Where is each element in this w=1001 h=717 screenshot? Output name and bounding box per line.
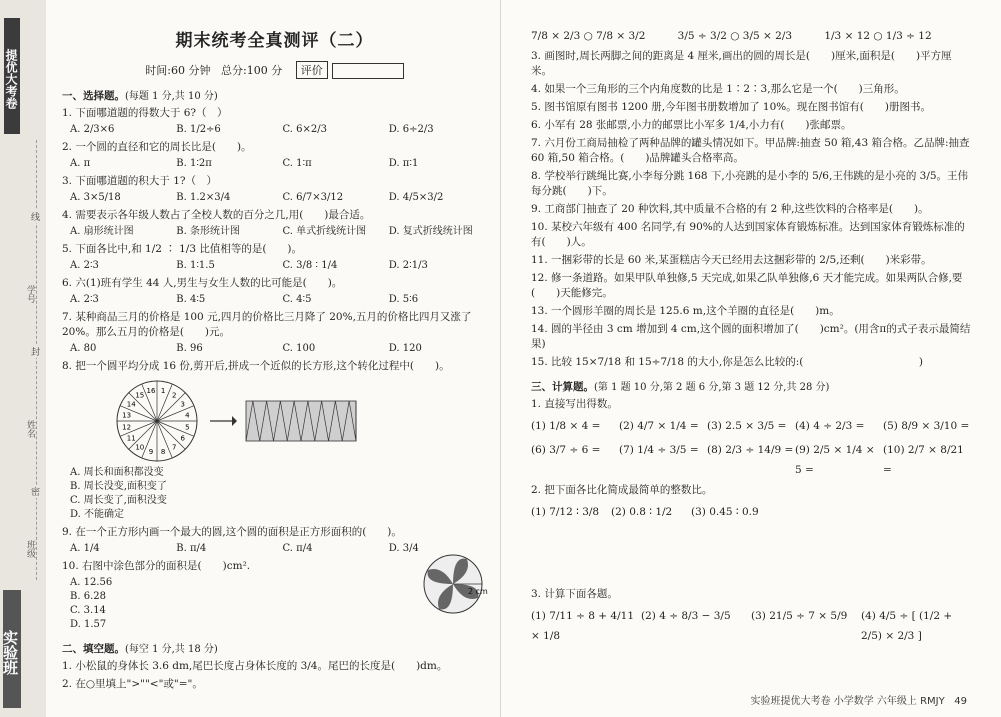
question-4: 4. 需要表示各年级人数占了全校人数的百分之几,用( )最合适。 (62, 209, 371, 221)
option[interactable]: B. 周长没变,面积变了 (70, 481, 167, 492)
compare-item[interactable]: 1/3 × 12 ○ 1/3 ÷ 12 (824, 30, 932, 42)
option[interactable]: A. 2∶3 (70, 260, 99, 271)
option[interactable]: A. 12.56 (70, 577, 113, 588)
sector-label: 15 (135, 391, 145, 400)
calc-item[interactable]: (1) 7/11 ÷ 8 + 4/11 × 1/8 (531, 610, 634, 642)
sector-label: 9 (148, 447, 154, 456)
fill-question-3: 3. 画图时,周长两脚之间的距离是 4 厘米,画出的圆的周长是( )厘米,面积是( )平方厘米。 (531, 50, 952, 77)
question-2-options (62, 157, 487, 171)
fill-question-8: 8. 学校举行跳绳比赛,小李每分跳 168 下,小亮跳的是小李的 5/6,王伟跳的是小亮的 3/5。王伟每分跳( )下。 (531, 170, 969, 197)
option[interactable]: B. 96 (176, 343, 203, 354)
sector-label: 10 (135, 443, 145, 452)
rearranged-rectangle-figure (246, 401, 356, 441)
score-label: 总分:100 分 (221, 64, 283, 77)
option[interactable]: D. 3/4 (388, 543, 419, 554)
fill-question-15: 15. 比较 15×7/18 和 15÷7/18 的大小,你是怎么比较的:( ) (531, 356, 923, 368)
calc-item[interactable]: (10) 2/7 × 8/21 = (883, 444, 964, 476)
question-7-options (62, 342, 487, 356)
question-4-options (62, 225, 487, 239)
calc-2-answer-space[interactable] (531, 522, 971, 584)
calc-item[interactable]: (8) 2/3 ÷ 14/9 = (707, 444, 794, 456)
sector-label: 12 (122, 423, 132, 432)
option[interactable]: C. 3/8 ∶ 1/4 (282, 260, 338, 271)
exam-title: 期末统考全真测评（二） (175, 31, 374, 51)
option[interactable]: D. 不能确定 (70, 509, 125, 520)
sector-label: 7 (171, 443, 177, 452)
question-5-options (62, 259, 487, 273)
fill-question-2: 2. 在○里填上">""<"或"="。 (62, 678, 203, 690)
fill-question-10: 10. 某校六年级有 400 名同学,有 90%的人达到国家体育锻炼标准。达到国家体育锻炼标准的有( )人。 (531, 221, 965, 248)
calc-item[interactable]: (4) 4/5 ÷ [ (1/2 + 2/5) × 2/3 ] (861, 610, 953, 642)
time-label: 时间:60 分钟 (145, 64, 211, 77)
option[interactable]: B. π/4 (176, 543, 207, 554)
calc-item[interactable]: (3) 0.45 ∶ 0.9 (691, 506, 759, 518)
calc-item[interactable]: (1) 1/8 × 4 = (531, 420, 601, 432)
option[interactable]: C. 4∶5 (282, 294, 312, 305)
question-9: 9. 在一个正方形内画一个最大的圆,这个圆的面积是正方形面积的( )。 (62, 526, 402, 538)
binding-mark-seal: 封 (31, 345, 40, 358)
option[interactable]: C. 单式折线统计图 (282, 226, 367, 237)
question-10-options (62, 576, 362, 632)
calc-1-row-1 (531, 416, 971, 436)
question-8-figure (114, 378, 487, 464)
left-page (0, 0, 500, 717)
calc-3-row (531, 606, 971, 646)
calc-item[interactable]: (2) 4 ÷ 8/3 − 3/5 (641, 610, 731, 622)
question-10: 10. 右图中涂色部分的面积是( )cm². (62, 560, 251, 572)
question-6-options (62, 293, 487, 307)
option[interactable]: B. 条形统计图 (176, 226, 240, 237)
fill-question-9: 9. 工商部门抽查了 20 种饮料,其中质量不合格的有 2 种,这些饮料的合格率是( )。 (531, 203, 929, 215)
student-id-field: 学号 (25, 285, 35, 303)
calc-2-row (531, 502, 771, 522)
fill-question-11: 11. 一捆彩带的长是 60 米,某蛋糕店今天已经用去这捆彩带的 2/5,还剩( )米彩带。 (531, 254, 932, 266)
option[interactable]: C. 100 (282, 343, 316, 354)
right-page (500, 0, 1001, 717)
sector-label: 5 (185, 423, 190, 432)
option[interactable]: D. 4/5×3/2 (388, 192, 444, 203)
calc-item[interactable]: (7) 1/4 ÷ 3/5 = (619, 444, 699, 456)
calc-item[interactable]: (5) 8/9 × 3/10 = (883, 420, 970, 432)
option[interactable]: C. 1∶π (282, 158, 312, 169)
divided-circle-figure (114, 378, 200, 464)
option[interactable]: B. 6.28 (70, 591, 106, 602)
eval-box[interactable] (332, 63, 404, 79)
sector-label: 4 (185, 411, 190, 420)
radius-label: 2 cm (468, 587, 488, 596)
option[interactable]: A. 周长和面积都没变 (70, 467, 164, 478)
page-footer (751, 692, 967, 707)
option[interactable]: D. 120 (388, 343, 422, 354)
shaded-circle-figure (422, 553, 488, 615)
question-5: 5. 下面各比中,和 1/2 ∶ 1/3 比值相等的是( )。 (62, 243, 303, 255)
arrow-icon (208, 413, 238, 429)
compare-row (531, 26, 971, 46)
question-3: 3. 下面哪道题的积大于 1?（ ） (62, 175, 218, 187)
question-3-options (62, 191, 487, 205)
calc-item[interactable]: (1) 7/12 ∶ 3/8 (531, 506, 600, 518)
calc-1-title: 1. 直接写出得数。 (531, 398, 618, 410)
right-content (531, 0, 971, 646)
eval-label: 评价 (296, 61, 328, 79)
sector-label: 6 (180, 434, 186, 443)
option[interactable]: D. 复式折线统计图 (388, 226, 473, 237)
option[interactable]: C. 6×2/3 (282, 124, 327, 135)
calc-3-title: 3. 计算下面各题。 (531, 588, 618, 600)
fill-question-1: 1. 小松鼠的身体长 3.6 dm,尾巴长度占身体长度的 3/4。尾巴的长度是( )dm。 (62, 660, 448, 672)
option[interactable]: D. π∶1 (388, 158, 419, 169)
fill-question-5: 5. 图书馆原有图书 1200 册,今年图书册数增加了 10%。现在图书馆有( )册图书。 (531, 101, 931, 113)
option[interactable]: C. π/4 (282, 543, 313, 554)
fill-question-14: 14. 圆的半径由 3 cm 增加到 4 cm,这个圆的面积增加了( )cm²。(用含π的式子表示最简结果) (531, 323, 971, 350)
question-2: 2. 一个圆的直径和它的周长比是( )。 (62, 141, 252, 153)
binding-spine (0, 0, 46, 717)
sector-label: 13 (122, 411, 132, 420)
sector-label: 11 (126, 434, 136, 443)
option[interactable]: B. 4∶5 (176, 294, 206, 305)
question-1-options (62, 123, 487, 137)
sector-label: 8 (160, 447, 166, 456)
option[interactable]: B. 1∶1.5 (176, 260, 215, 271)
option[interactable]: C. 6/7×3/12 (282, 192, 344, 203)
binding-mark-line: 线 (31, 210, 40, 223)
option[interactable]: D. 1.57 (70, 619, 107, 630)
option[interactable]: B. 1∶2π (176, 158, 212, 169)
question-7: 7. 某种商品三月的价格是 100 元,四月的价格比三月降了 20%,五月的价格比四月又涨了 20%。那么五月的价格是( )元。 (62, 311, 472, 338)
binding-dashed-line (36, 140, 38, 580)
question-1: 1. 下面哪道题的得数大于 6?（ ） (62, 107, 228, 119)
student-name-field: 姓名 (25, 420, 35, 438)
calc-item[interactable]: (6) 3/7 ÷ 6 = (531, 444, 601, 456)
spine-logo: 实验班 (3, 590, 21, 708)
sector-label: 2 (171, 391, 177, 400)
option[interactable]: D. 5∶6 (388, 294, 419, 305)
fill-question-13: 13. 一个圆形羊圈的周长是 125.6 m,这个羊圈的直径是( )m。 (531, 305, 840, 317)
spine-brand: 提优大考卷 (4, 18, 20, 134)
fill-question-6: 6. 小军有 28 张邮票,小力的邮票比小军多 1/4,小力有( )张邮票。 (531, 119, 852, 131)
sector-label: 3 (180, 400, 186, 409)
option[interactable]: B. 1.2×3/4 (176, 192, 231, 203)
calc-item[interactable]: (2) 4/7 × 1/4 = (619, 420, 699, 432)
calc-1-row-2 (531, 440, 971, 480)
option[interactable]: A. π (70, 158, 91, 169)
calc-item[interactable]: (9) 2/5 × 1/4 × 5 = (795, 444, 875, 476)
option[interactable]: A. 80 (70, 343, 97, 354)
footer-text: 实验班提优大考卷 小学数学 六年级上 RMJY (750, 696, 945, 707)
option[interactable]: A. 1/4 (70, 543, 100, 554)
fill-question-4: 4. 如果一个三角形的三个内角度数的比是 1∶2∶3,那么它是一个( )三角形。 (531, 83, 905, 95)
exam-meta (62, 61, 487, 79)
binding-mark-close: 密 (31, 485, 40, 498)
left-content (62, 0, 487, 692)
option[interactable]: D. 2∶1/3 (388, 260, 428, 271)
page-number: 49 (954, 696, 967, 707)
calc-item[interactable]: (3) 21/5 ÷ 7 × 5/9 (751, 610, 848, 622)
sector-label: 14 (126, 400, 136, 409)
option[interactable]: B. 1/2÷6 (176, 124, 221, 135)
question-8: 8. 把一个圆平均分成 16 份,剪开后,拼成一个近似的长方形,这个转化过程中( )。 (62, 360, 450, 372)
calc-item[interactable]: (4) 4 ÷ 2/3 = (795, 420, 865, 432)
option[interactable]: A. 3×5/18 (70, 192, 121, 203)
section-2-heading: 二、填空题。(每空 1 分,共 18 分) (62, 643, 218, 655)
option[interactable]: D. 6÷2/3 (388, 124, 434, 135)
option[interactable]: C. 周长变了,面积没变 (70, 495, 167, 506)
question-8-options (62, 466, 487, 522)
calc-2-title: 2. 把下面各比化简成最简单的整数比。 (531, 484, 713, 496)
question-10-block (62, 559, 487, 632)
option[interactable]: A. 2∶3 (70, 294, 99, 305)
fill-question-7: 7. 六月份工商局抽检了两种品牌的罐头情况如下。甲品牌:抽查 50 箱,43 箱合格。乙品牌:抽查 60 箱,50 箱合格。( )品牌罐头合格率高。 (531, 137, 970, 164)
section-3-heading: 三、计算题。(第 1 题 10 分,第 2 题 6 分,第 3 题 12 分,共 28 分) (531, 381, 830, 393)
compare-item[interactable]: 7/8 × 2/3 ○ 7/8 × 3/2 (531, 30, 646, 42)
option[interactable]: C. 3.14 (70, 605, 106, 616)
option[interactable]: A. 2/3×6 (70, 124, 115, 135)
option[interactable]: A. 扇形统计图 (70, 226, 134, 237)
question-6: 6. 六(1)班有学生 44 人,男生与女生人数的比可能是( )。 (62, 277, 343, 289)
calc-item[interactable]: (3) 2.5 × 3/5 = (707, 420, 787, 432)
class-field: 班级 (25, 540, 35, 558)
calc-item[interactable]: (2) 0.8 ∶ 1/2 (611, 506, 673, 518)
section-1-heading: 一、选择题。(每题 1 分,共 10 分) (62, 90, 218, 102)
sector-label: 1 (160, 387, 166, 396)
compare-item[interactable]: 3/5 ÷ 3/2 ○ 3/5 × 2/3 (677, 30, 793, 42)
fill-question-12: 12. 修一条道路。如果甲队单独修,5 天完成,如果乙队单独修,6 天才能完成。如果两队合修,要( )天能修完。 (531, 272, 963, 299)
sector-label: 16 (146, 387, 156, 396)
